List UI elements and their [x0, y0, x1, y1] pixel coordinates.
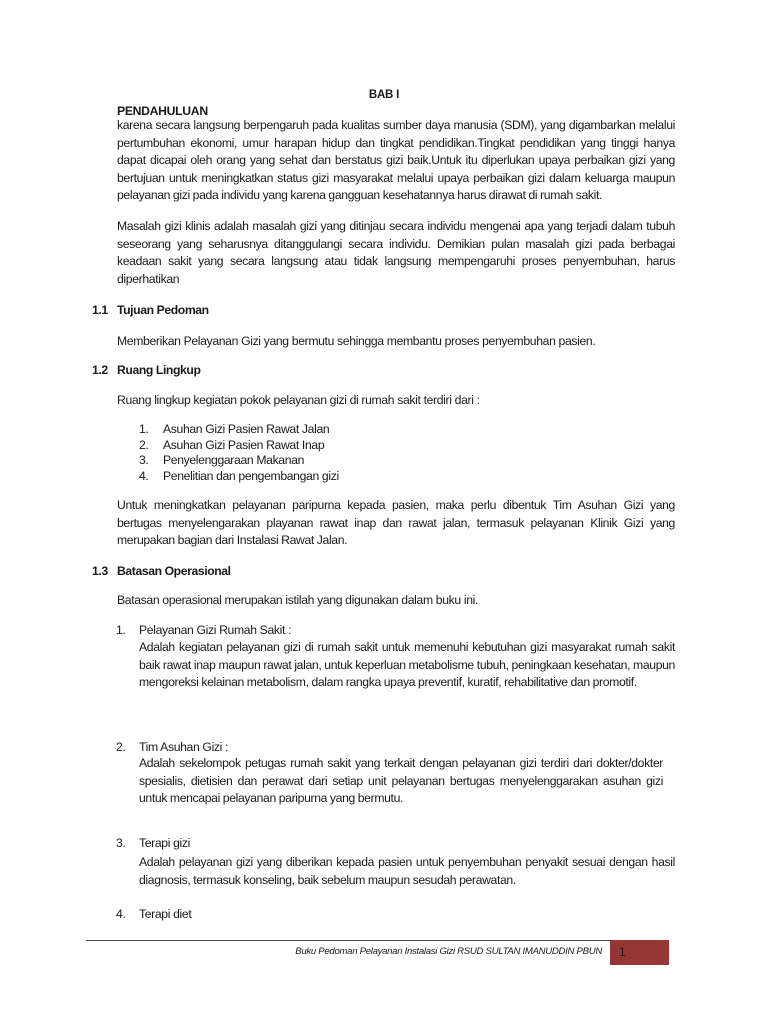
list-item-text: Penyelenggaraan Makanan	[163, 453, 305, 467]
section-1-2-number: 1.2	[92, 363, 108, 377]
definition-1-title: Pelayanan Gizi Rumah Sakit :	[139, 623, 292, 637]
definition-1-text: Adalah kegiatan pelayanan gizi di rumah sakit untuk memenuhi kebutuhan gizi masyarakat rumah sakit baik rawat inap maupun rawat jalan, untuk keperluan metabolisme tubuh, peningkaan kesehatan, maupun mengoreksi kelainan metabolism, dalam rangka upaya preventif, kuratif, rehabilitative dan promotif.	[139, 640, 675, 690]
definition-3-number: 3.	[116, 836, 126, 850]
page-number: 1	[619, 945, 626, 959]
list-item-text: Penelitian dan pengembangan gizi	[163, 468, 339, 483]
section-1-1-number: 1.1	[92, 303, 108, 317]
list-item-number: 2.	[139, 437, 149, 452]
section-1-1-title: Tujuan Pedoman	[117, 303, 209, 317]
section-1-1-text: Memberikan Pelayanan Gizi yang bermutu sehingga membantu proses penyembuhan pasien.	[117, 334, 596, 348]
definition-2-number: 2.	[116, 740, 126, 754]
definition-2-text: Adalah sekelompok petugas rumah sakit yang terkait dengan pelayanan gizi terdiri dari dokter/dokter spesialis, dietisien dan perawat dari setiap unit pelayanan bertugas menyelenggarakan asuhan gizi untuk mencapai pelayanan paripurna yang bermutu.	[139, 756, 663, 806]
chapter-title: PENDAHULUAN	[117, 104, 208, 118]
list-item-text: Asuhan Gizi Pasien Rawat Inap	[163, 437, 325, 452]
list-item	[139, 422, 539, 438]
definition-2-title: Tim Asuhan Gizi :	[139, 740, 229, 754]
list-item-number: 1.	[139, 422, 149, 436]
chapter-label: BAB I	[368, 89, 400, 101]
section-1-3-number: 1.3	[92, 564, 108, 578]
section-1-3-intro: Batasan operasional merupakan istilah yang digunakan dalam buku ini.	[117, 593, 479, 607]
intro-paragraph-1: karena secara langsung berpengaruh pada kualitas sumber daya manusia (SDM), yang digambarkan melalui pertumbuhan ekonomi, umur harapan hidup dan tingkat pendidikan.Tingkat pendidikan yang tinggi hanya dapat dicapai oleh orang yang sehat dan berstatus gizi baik.Untuk itu diperlukan upaya perbaikan gizi yang bertujuan untuk meningkatkan status gizi masyarakat melalui upaya perbaikan gizi dalam keluarga maupun pelayanan gizi pada individu yang karena gangguan kesehatannya harus dirawat di rumah sakit.	[117, 118, 675, 203]
list-item	[139, 438, 539, 454]
list-item	[139, 453, 539, 469]
section-1-2-intro: Ruang lingkup kegiatan pokok pelayanan gizi di rumah sakit terdiri dari :	[117, 393, 480, 407]
intro-paragraph-2: Masalah gizi klinis adalah masalah gizi yang ditinjau secara individu mengenai apa yang terjadi dalam tubuh seseorang yang seharusnya ditanggulangi secara individu. Demikian pulan masalah gizi pada berbagai keadaan sakit yang secara langsung atau tidak langsung mempengaruhi proses penyembuhan, harus diperhatikan	[117, 219, 675, 286]
definition-1-number: 1.	[116, 623, 126, 637]
definition-4-title: Terapi diet	[139, 907, 192, 921]
list-item-number: 3.	[139, 453, 149, 467]
definition-4-number: 4.	[116, 907, 126, 921]
list-item-number: 4.	[139, 468, 149, 483]
list-item-text: Asuhan Gizi Pasien Rawat Jalan	[163, 422, 330, 436]
page-number-badge	[610, 940, 669, 965]
definition-3-text: Adalah pelayanan gizi yang diberikan kepada pasien untuk penyembuhan penyakit sesuai dengan hasil diagnosis, termasuk konseling, baik sebelum maupun sesudah perawatan.	[139, 855, 675, 887]
section-1-2-after-text: Untuk meningkatkan pelayanan paripurna kepada pasien, maka perlu dibentuk Tim Asuhan Gizi yang bertugas menyelengarakan playanan rawat inap dan rawat jalan, termasuk pelayanan Klinik Gizi yang merupakan bagian dari Instalasi Rawat Jalan.	[117, 498, 675, 548]
section-1-2-title: Ruang Lingkup	[117, 363, 201, 377]
section-1-3-title: Batasan Operasional	[117, 564, 231, 578]
definition-3-title: Terapi gizi	[139, 836, 191, 850]
footer-book-title: Buku Pedoman Pelayanan Instalasi Gizi RSUD SULTAN IMANUDDIN PBUN	[295, 946, 602, 957]
scope-list	[139, 422, 539, 484]
list-item	[139, 469, 539, 485]
footer-divider	[86, 940, 669, 941]
